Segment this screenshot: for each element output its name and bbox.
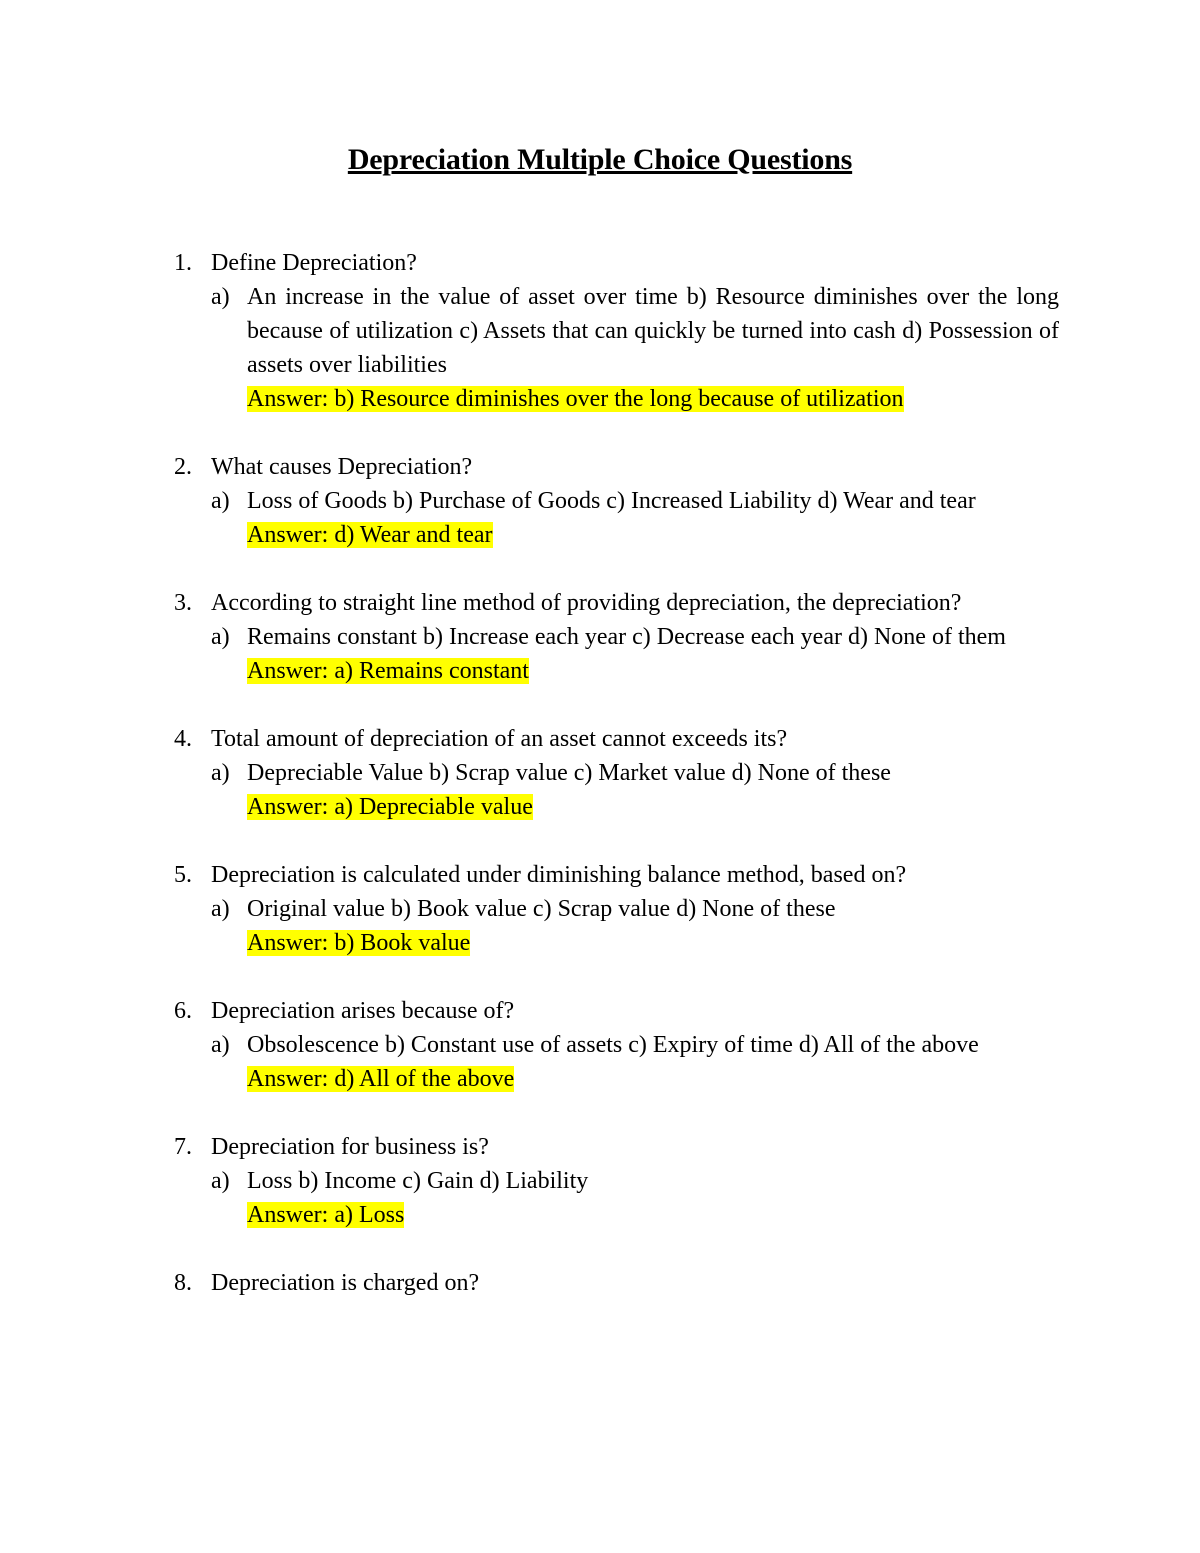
- option-label: a): [211, 896, 230, 922]
- question-text: [0, 1266, 1066, 1300]
- question-number: 7.: [174, 1134, 192, 1160]
- question-number: 1.: [174, 250, 192, 276]
- question-item: [0, 586, 1200, 688]
- answer-highlight: Answer: a) Remains constant: [247, 658, 529, 684]
- options-text: Loss of Goods b) Purchase of Goods c) Increased Liability d) Wear and tear: [247, 488, 976, 514]
- question-options: [0, 620, 1059, 654]
- answer-line: [0, 1198, 1200, 1232]
- option-label: a): [211, 1032, 230, 1058]
- answer-line: [0, 654, 1200, 688]
- question-item: [0, 1130, 1200, 1232]
- question-text: [0, 722, 1066, 756]
- options-text: Obsolescence b) Constant use of assets c) Expiry of time d) All of the above: [247, 1032, 979, 1058]
- question-item: [0, 722, 1200, 824]
- question-options: [0, 1164, 1059, 1198]
- options-text: Depreciable Value b) Scrap value c) Market value d) None of these: [247, 760, 891, 786]
- question-prompt: According to straight line method of providing depreciation, the depreciation?: [211, 590, 962, 616]
- question-list: [0, 246, 1200, 1334]
- question-text: [0, 858, 1066, 892]
- question-number: 4.: [174, 726, 192, 752]
- question-options: [0, 892, 1059, 926]
- question-prompt: Define Depreciation?: [211, 250, 417, 276]
- question-prompt: Depreciation is calculated under diminishing balance method, based on?: [211, 862, 907, 888]
- answer-line: [0, 1062, 1200, 1096]
- page-title: Depreciation Multiple Choice Questions: [347, 143, 853, 176]
- question-text: [0, 586, 1066, 620]
- question-number: 2.: [174, 454, 192, 480]
- question-item: [0, 450, 1200, 552]
- answer-line: [0, 926, 1200, 960]
- question-number: 5.: [174, 862, 192, 888]
- question-prompt: Depreciation is charged on?: [211, 1270, 480, 1296]
- option-label: a): [211, 284, 230, 310]
- question-prompt: Total amount of depreciation of an asset cannot exceeds its?: [211, 726, 788, 752]
- question-options: [0, 484, 1059, 518]
- question-prompt: Depreciation arises because of?: [211, 998, 515, 1024]
- question-prompt: What causes Depreciation?: [211, 454, 473, 480]
- question-text: [0, 994, 1066, 1028]
- question-text: [0, 450, 1066, 484]
- options-text: Remains constant b) Increase each year c) Decrease each year d) None of them: [247, 624, 1006, 650]
- options-text: Original value b) Book value c) Scrap value d) None of these: [247, 896, 836, 922]
- question-text: [0, 1130, 1066, 1164]
- question-text: [0, 246, 1066, 280]
- options-text: An increase in the value of asset over time b) Resource diminishes over the long because of utilization c) Assets that can quickly be turned into cash d) Possession of assets over liabilities: [247, 284, 1059, 378]
- question-options: [0, 756, 1059, 790]
- options-text: Loss b) Income c) Gain d) Liability: [247, 1168, 589, 1194]
- question-number: 8.: [174, 1270, 192, 1296]
- option-label: a): [211, 488, 230, 514]
- question-prompt: Depreciation for business is?: [211, 1134, 489, 1160]
- answer-highlight: Answer: b) Book value: [247, 930, 471, 956]
- answer-highlight: Answer: a) Loss: [247, 1202, 405, 1228]
- question-item: [0, 994, 1200, 1096]
- question-number: 6.: [174, 998, 192, 1024]
- option-label: a): [211, 1168, 230, 1194]
- question-item: [0, 858, 1200, 960]
- answer-line: [0, 518, 1200, 552]
- question-item: [0, 1266, 1200, 1300]
- option-label: a): [211, 760, 230, 786]
- answer-highlight: Answer: d) Wear and tear: [247, 522, 493, 548]
- answer-highlight: Answer: d) All of the above: [247, 1066, 515, 1092]
- question-item: [0, 246, 1200, 416]
- answer-line: [0, 790, 1200, 824]
- question-options: [0, 280, 1059, 382]
- option-label: a): [211, 624, 230, 650]
- question-number: 3.: [174, 590, 192, 616]
- answer-highlight: Answer: b) Resource diminishes over the long because of utilization: [247, 386, 904, 412]
- answer-line: [0, 382, 1200, 416]
- answer-highlight: Answer: a) Depreciable value: [247, 794, 533, 820]
- question-options: [0, 1028, 1059, 1062]
